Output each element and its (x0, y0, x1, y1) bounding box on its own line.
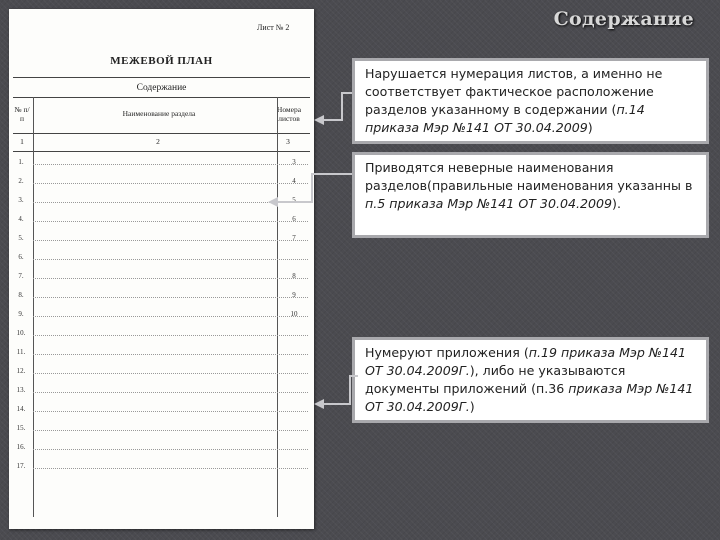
header-section-name: Наименование раздела (122, 109, 196, 118)
toc-row-leader (33, 221, 308, 222)
toc-row (13, 250, 310, 266)
toc-row-leader (33, 449, 308, 450)
toc-row-leader (33, 335, 308, 336)
slide-title: Содержание (553, 8, 694, 30)
toc-row-page: 3 (292, 158, 296, 166)
toc-row-number: 12. (16, 367, 26, 375)
header-number: № п/п (14, 105, 30, 123)
callout-appendices (352, 337, 709, 423)
toc-row-leader (33, 411, 308, 412)
toc-row-number: 16. (16, 443, 26, 451)
toc-row-number: 14. (16, 405, 26, 413)
arrow-head-3 (314, 399, 324, 409)
toc-row-leader (33, 354, 308, 355)
callout-text: ) (469, 399, 475, 414)
toc-row-leader (33, 164, 308, 165)
callout-text: ). (612, 196, 621, 211)
table-header-border (13, 97, 310, 98)
sheet-label: Лист № 2 (257, 23, 290, 32)
toc-row-page: 10 (290, 310, 298, 318)
toc-row (13, 326, 310, 342)
toc-row-page: 6 (292, 215, 296, 223)
toc-row-leader (33, 468, 308, 469)
toc-row (13, 288, 310, 304)
toc-row (13, 383, 310, 399)
toc-row (13, 193, 310, 209)
arrow-line-1 (322, 93, 352, 120)
header-col-num-1: 1 (20, 137, 24, 146)
toc-row (13, 364, 310, 380)
toc-row-page: 4 (292, 177, 296, 185)
callout-reference: п.19 приказа Мэр №141 ОТ 30.04.2009Г. (365, 345, 687, 378)
header-col-num-2: 2 (156, 137, 160, 146)
document-scan (9, 9, 314, 529)
toc-row-leader (33, 259, 308, 260)
toc-row-number: 6. (18, 253, 24, 261)
toc-row-number: 17. (16, 462, 26, 470)
header-pages: Номера листов (276, 105, 302, 123)
toc-row (13, 421, 310, 437)
callout-text: ), либо не указываются документы приложений (п.36 (365, 363, 626, 396)
toc-row-page: 5 (292, 196, 296, 204)
toc-row-leader (33, 297, 308, 298)
toc-row-leader (33, 316, 308, 317)
table-body-top (13, 151, 310, 152)
toc-row-number: 3. (18, 196, 24, 204)
toc-row (13, 155, 310, 171)
callout-reference: п.14 приказа Мэр №141 ОТ 30.04.2009 (365, 102, 645, 135)
document-title: МЕЖЕВОЙ ПЛАН (110, 55, 213, 67)
toc-row-number: 11. (16, 348, 26, 356)
toc-row (13, 212, 310, 228)
toc-row-leader (33, 392, 308, 393)
toc-row-number: 15. (16, 424, 26, 432)
callout-reference: п.5 приказа Мэр №141 ОТ 30.04.2009 (365, 196, 613, 211)
toc-row-leader (33, 183, 308, 184)
callout-text: Нарушается нумерация листов, а именно не соответствует фактическое расположение разделов указанному в содержании ( (365, 66, 663, 117)
header-col-num-3: 3 (286, 137, 290, 146)
toc-row-leader (33, 240, 308, 241)
toc-row-number: 2. (18, 177, 24, 185)
toc-row-number: 13. (16, 386, 26, 394)
callout-numbering (352, 58, 709, 144)
callout-text: Нумеруют приложения ( (365, 345, 529, 360)
toc-row-number: 10. (16, 329, 26, 337)
toc-row-leader (33, 430, 308, 431)
toc-row-number: 4. (18, 215, 24, 223)
callout-reference: приказа Мэр №141 ОТ 30.04.2009Г. (365, 381, 694, 414)
toc-row (13, 307, 310, 323)
callout-text: Приводятся неверные наименования разделов(правильные наименования указанны в (365, 160, 693, 193)
toc-row-page: 9 (292, 291, 296, 299)
table-header-divider (13, 133, 310, 134)
toc-row-page: 8 (292, 272, 296, 280)
toc-row (13, 174, 310, 190)
toc-row-number: 5. (18, 234, 24, 242)
toc-row-leader (33, 278, 308, 279)
toc-row (13, 402, 310, 418)
toc-row-leader (33, 373, 308, 374)
callout-section-names (352, 152, 709, 238)
callout-text: ) (587, 120, 593, 135)
toc-row (13, 459, 310, 475)
toc-row (13, 231, 310, 247)
toc-row-number: 1. (18, 158, 24, 166)
document-subtitle: Содержание (136, 83, 187, 93)
toc-row (13, 269, 310, 285)
toc-row-number: 8. (18, 291, 24, 299)
toc-row (13, 440, 310, 456)
toc-row-leader (33, 202, 308, 203)
toc-row-page: 7 (292, 234, 296, 242)
toc-row-number: 9. (18, 310, 24, 318)
toc-row (13, 345, 310, 361)
toc-row-number: 7. (18, 272, 24, 280)
table-border-top (13, 77, 310, 78)
arrow-head-1 (314, 115, 324, 125)
